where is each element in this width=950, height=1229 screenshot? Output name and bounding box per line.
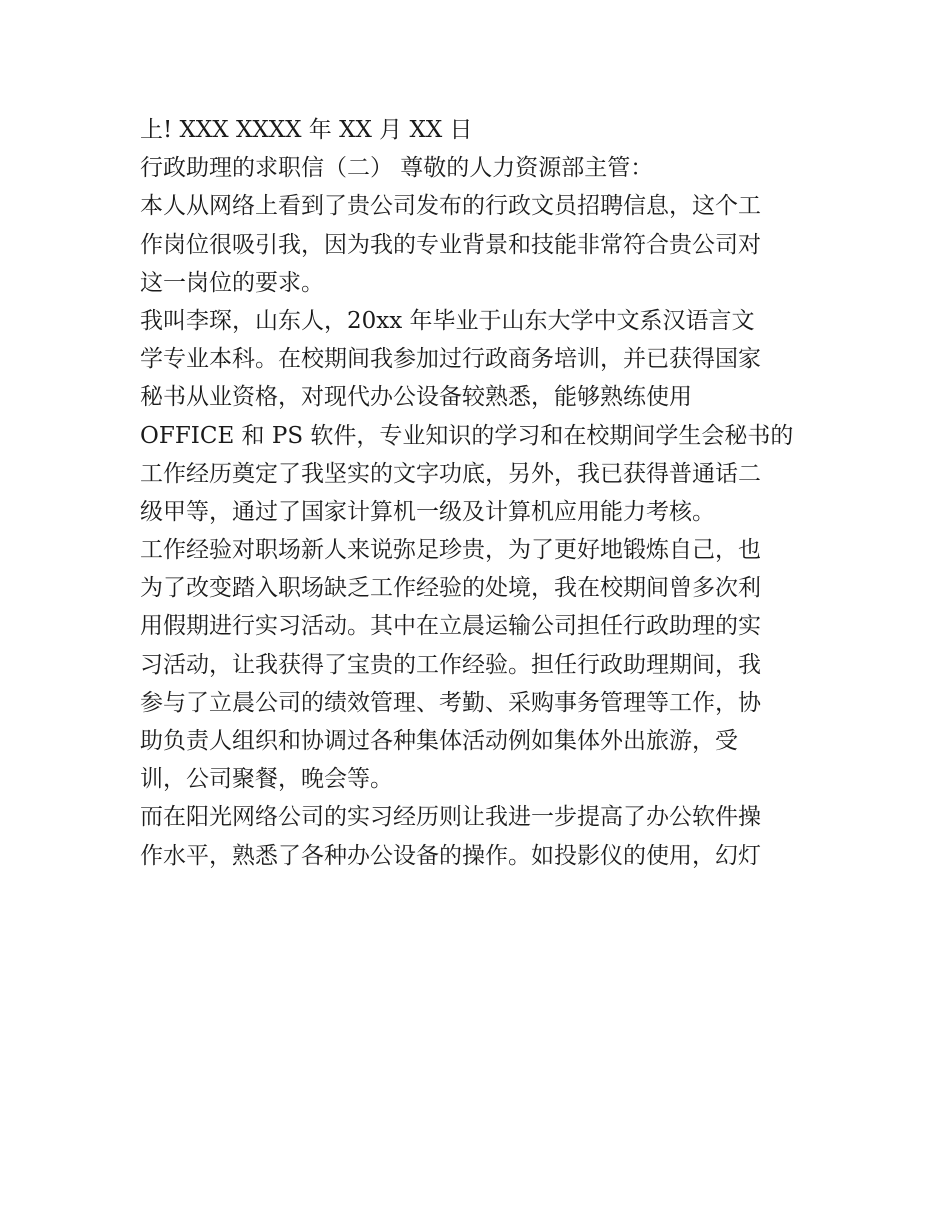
letter-title-salutation: 行政助理的求职信（二） 尊敬的人力资源部主管： bbox=[140, 155, 654, 182]
text-line: 训，公司聚餐，晚会等。 bbox=[140, 766, 393, 793]
text-line: 作水平，熟悉了各种办公设备的操作。如投影仪的使用，幻灯 bbox=[140, 842, 761, 869]
text-line: 本人从网络上看到了贵公司发布的行政文员招聘信息，这个工 bbox=[140, 193, 761, 220]
text-line: 习活动，让我获得了宝贵的工作经验。担任行政助理期间，我 bbox=[140, 651, 761, 678]
text-line: 级甲等，通过了国家计算机一级及计算机应用能力考核。 bbox=[140, 498, 715, 525]
letter-body bbox=[140, 111, 820, 875]
text-line: 这一岗位的要求。 bbox=[140, 269, 324, 296]
text-line: 学专业本科。在校期间我参加过行政商务培训，并已获得国家 bbox=[140, 346, 761, 373]
text-line: 作岗位很吸引我，因为我的专业背景和技能非常符合贵公司对 bbox=[140, 231, 761, 258]
text-line: OFFICE 和 PS 软件，专业知识的学习和在校期间学生会秘书的 bbox=[140, 422, 794, 449]
text-line: 而在阳光网络公司的实习经历则让我进一步提高了办公软件操 bbox=[140, 804, 761, 831]
text-line: 我叫李琛，山东人，20xx 年毕业于山东大学中文系汉语言文 bbox=[140, 307, 755, 334]
text-line: 工作经历奠定了我坚实的文字功底，另外，我已获得普通话二 bbox=[140, 460, 761, 487]
text-line: 为了改变踏入职场缺乏工作经验的处境，我在校期间曾多次利 bbox=[140, 575, 761, 602]
text-line: 用假期进行实习活动。其中在立晨运输公司担任行政助理的实 bbox=[140, 613, 761, 640]
text-line: 工作经验对职场新人来说弥足珍贵，为了更好地锻炼自己，也 bbox=[140, 537, 761, 564]
text-line: 秘书从业资格，对现代办公设备较熟悉，能够熟练使用 bbox=[140, 384, 692, 411]
text-line: 参与了立晨公司的绩效管理、考勤、采购事务管理等工作，协 bbox=[140, 689, 761, 716]
date-line: 上! XXX XXXX 年 XX 月 XX 日 bbox=[140, 117, 473, 143]
text-line: 助负责人组织和协调过各种集体活动例如集体外出旅游，受 bbox=[140, 728, 738, 754]
